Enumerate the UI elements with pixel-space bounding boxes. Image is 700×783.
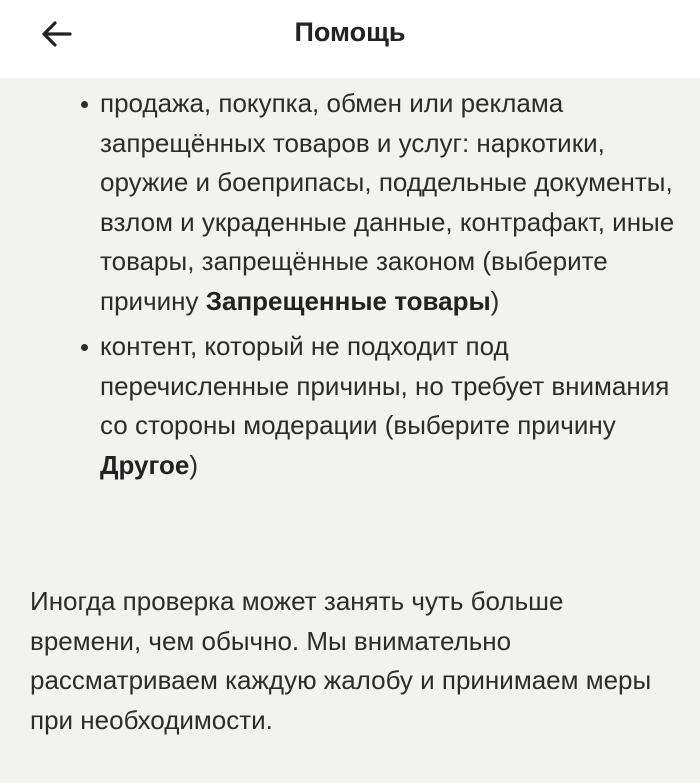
list-item-text-end: ) (490, 285, 500, 316)
reason-name-other: Другое (100, 449, 190, 480)
list-item-prohibited-goods (0, 84, 700, 321)
app-header (0, 0, 700, 78)
list-item-text: контент, который не подходит под перечисленные причины, но требует внимания со стороны модерации (выберите причину (100, 331, 670, 440)
reason-list (0, 84, 700, 491)
bullet-icon (81, 101, 88, 108)
reason-name-prohibited: Запрещенные товары (205, 285, 491, 316)
help-content (0, 78, 700, 783)
review-note-paragraph: Иногда проверка может занять чуть больше времени, чем обычно. Мы внимательно рассматриваем каждую жалобу и принимаем меры при необходимости. (30, 586, 652, 735)
list-item-text: продажа, покупка, обмен или реклама запрещённых товаров и услуг: наркотики, оружие и боеприпасы, поддельные документы, взлом и украденные данные, контрафакт, иные товары, запрещённые законом (выберите причину (100, 88, 675, 316)
page-title: Помощь (294, 17, 406, 47)
list-item-text-end: ) (189, 449, 199, 480)
bullet-icon (81, 344, 88, 351)
list-item-other (0, 327, 700, 485)
